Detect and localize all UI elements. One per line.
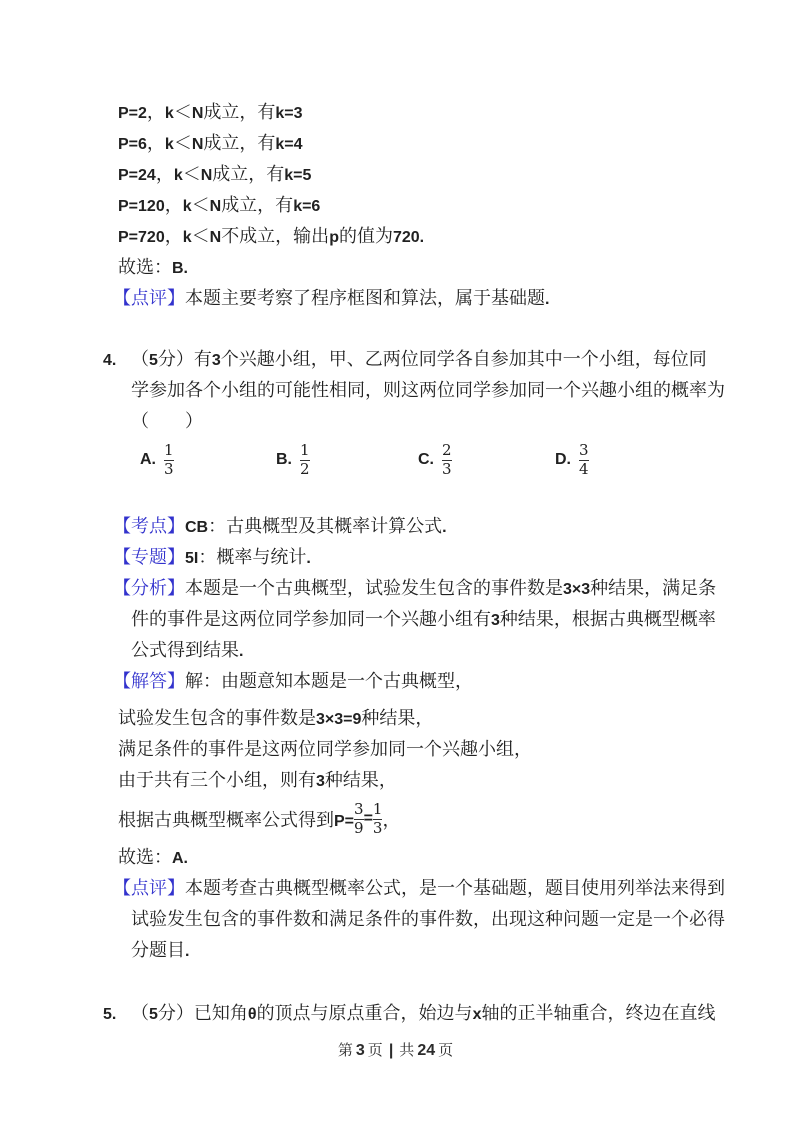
question4-number: 4. [103,352,117,369]
jieda-tag: 【解答】 [113,671,185,691]
equation-equals: = [363,810,373,827]
footer-separator: | [388,1042,394,1059]
question4-text: （5分）有3个兴趣小组，甲、乙两位同学各自参加其中一个小组，每位同 [131,349,707,369]
solution-step-line: P=2，k＜N成立，有k=3 [118,102,303,122]
footer-page-number: 第 3 页 [337,1042,383,1059]
question4-options-row [100,437,691,483]
answer-choice-line: 故选：B. [118,257,188,277]
solution-step-line: P=120，k＜N成立，有k=6 [118,195,321,215]
option-c-label: C. [418,451,434,468]
question4-line2: 学参加各个小组的可能性相同，则这两位同学参加同一个兴趣小组的概率为 [131,380,725,400]
option-c [418,437,452,483]
question5-text: （5分）已知角θ的顶点与原点重合，始边与x轴的正半轴重合，终边在直线 [131,1003,716,1023]
solution-step-line: 由于共有三个小组，则有3种结果， [118,770,397,790]
dianping-line2: 试验发生包含的事件数和满足条件的事件数，出现这种问题一定是一个必得 [131,909,725,929]
dianping-text1: 本题考查古典概型概率公式，是一个基础题，题目使用列举法来得到 [185,878,725,898]
option-a [140,437,174,483]
probability-equation [100,796,691,842]
page-content [100,97,725,1029]
fenxi-text1: 本题是一个古典概型，试验发生包含的事件数是3×3种结果，满足条 [185,578,717,598]
equation-prefix: 根据古典概型概率公式得到P= [118,810,355,830]
answer-choice-line: 故选：A. [118,847,188,867]
comment-line [100,283,691,314]
solution-step-line: P=6，k＜N成立，有k=4 [118,133,303,153]
footer-total-pages: 共 24 页 [399,1042,454,1059]
option-a-label: A. [140,451,156,468]
zhuanti-tag: 【专题】 [113,547,185,567]
dianping-line3: 分题目. [131,940,190,960]
jieda-text: 解：由题意知本题是一个古典概型， [185,671,473,691]
fraction-1-3: $\frac{1}{3}$ [372,800,383,837]
fraction-3-9: $\frac{3}{9}$ [354,800,364,837]
page-footer [0,1040,791,1062]
kaodian-line [100,511,691,542]
option-d-label: D. [555,451,571,468]
fenxi-line1 [100,573,717,604]
dianping-tag: 【点评】 [113,878,185,898]
option-d [555,437,589,483]
question5-line1 [100,998,716,1029]
dianping-line1 [100,873,725,904]
option-d-fraction: $\frac{3}{4}$ [579,441,589,478]
kaodian-tag: 【考点】 [113,516,185,536]
question4-line3: （ ） [131,411,203,431]
fenxi-line2: 件的事件是这两位同学参加同一个兴趣小组有3种结果，根据古典概型概率 [131,609,716,629]
question5-number: 5. [103,1006,117,1023]
comment-tag: 【点评】 [113,288,185,308]
option-b [276,437,310,483]
question4-line1 [100,344,707,375]
option-b-label: B. [276,451,292,468]
solution-step-line: 试验发生包含的事件数是3×3=9种结果， [118,708,434,728]
zhuanti-line [100,542,691,573]
option-a-fraction: $\frac{1}{3}$ [164,441,174,478]
solution-step-line: P=24，k＜N成立，有k=5 [118,164,312,184]
fenxi-line3: 公式得到结果. [131,640,244,660]
jieda-line [100,666,691,697]
comment-text: 本题主要考察了程序框图和算法，属于基础题. [185,288,550,308]
kaodian-text: CB：古典概型及其概率计算公式. [185,516,447,536]
zhuanti-text: 5I：概率与统计. [185,547,311,567]
fenxi-tag: 【分析】 [113,578,185,598]
option-b-fraction: $\frac{1}{2}$ [300,441,310,478]
solution-step-line: P=720，k＜N不成立，输出p的值为720. [118,226,425,246]
equation-suffix: ， [382,810,401,830]
solution-step-line: 满足条件的事件是这两位同学参加同一个兴趣小组， [118,739,532,759]
option-c-fraction: $\frac{2}{3}$ [442,441,452,478]
